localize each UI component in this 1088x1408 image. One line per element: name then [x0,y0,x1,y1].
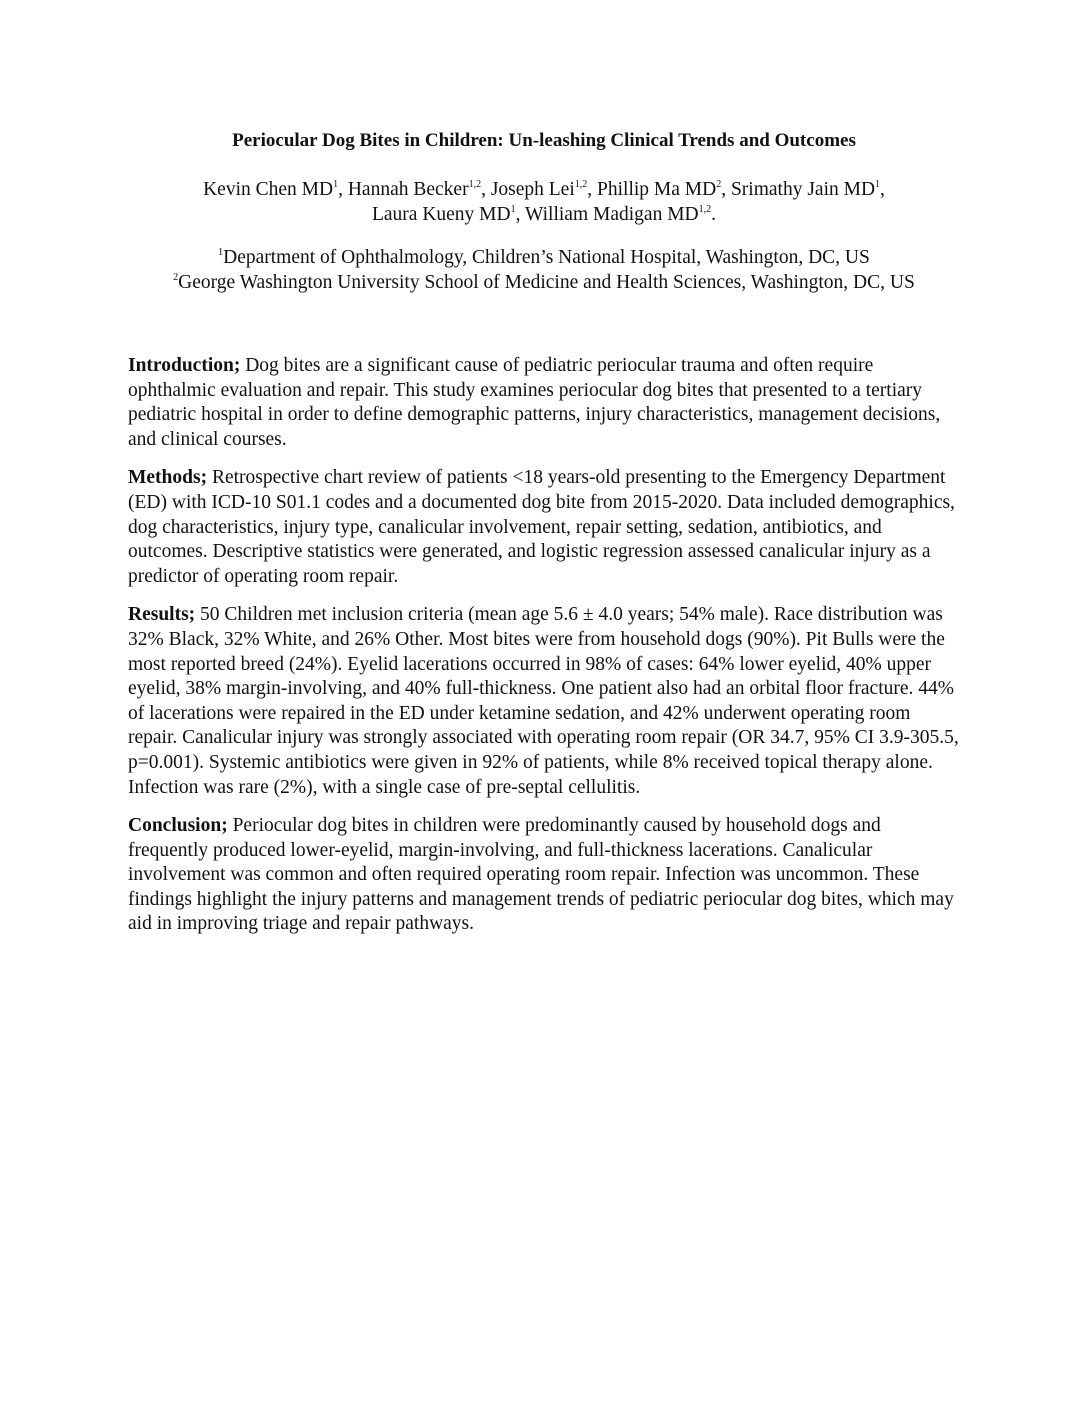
author: Srimathy Jain $MD^1$, [730,179,885,200]
author: Phillip Ma $MD^2$, [597,179,731,200]
author-affiliation-marker: 1 [333,179,339,190]
affiliation-text: George Washington University School of Medicine and Health Sciences, Washington, DC, US [178,272,915,293]
section-conclusion [128,814,960,937]
affiliation-number: 2 [173,272,179,283]
author: Joseph Lei$^{1,2}$, [490,179,598,200]
affiliation [60,270,1028,295]
affiliation-text: Department of Ophthalmology, Children’s National Hospital, Washington, DC, US [223,247,870,268]
section-heading: Conclusion; [128,815,228,837]
section-heading: Results; [128,604,196,626]
author: Hannah Becker$^{1,2}$, [347,179,491,200]
author-affiliation-marker: 1,2 [468,179,482,190]
author-affiliation-marker: 1 [510,204,516,215]
author-affiliation-marker: 1,2 [574,179,588,190]
author: Kevin Chen $MD^1$, [203,179,348,200]
abstract-body [128,354,960,951]
affiliation-list [60,245,1028,295]
affiliation-number: 1 [218,247,224,258]
author: William Madigan MD$^{1,2}$. [525,204,716,225]
section-methods [128,466,960,589]
section-text: Dog bites are a significant cause of pediatric periocular trauma and often require ophthalmic evaluation and repair. This study examines periocular dog bites that presented to a tertiary pediatric hospital in order to define demographic patterns, injury characteristics, management decisions, and clinical courses. [128,355,941,450]
author: Laura Kueny $MD^1$, [371,204,526,225]
section-text: Retrospective chart review of patients <18 years-old presenting to the Emergency Department (ED) with ICD-10 S01.1 codes and a documented dog bite from 2015-2020. Data included demographics, dog characteristics, injury type, canalicular involvement, repair setting, sedation, antibiotics, and outcomes. Descriptive statistics were generated, and logistic regression assessed canalicular injury as a predictor of operating room repair. [128,467,955,587]
section-results [128,603,960,800]
author-affiliation-marker: 1 [875,179,881,190]
section-text: Periocular dog bites in children were predominantly caused by household dogs and frequently produced lower-eyelid, margin-involving, and full-thickness lacerations. Canalicular involvement was common and often required operating room repair. Infection was uncommon. These findings highlight the injury patterns and management trends of pediatric periocular dog bites, which may aid in improving triage and repair pathways. [128,815,954,935]
section-heading: Methods; [128,467,208,489]
affiliation [60,245,1028,270]
section-text: 50 Children met inclusion criteria (mean age 5.6 ± 4.0 years; 54% male). Race distribution was 32% Black, 32% White, and 26% Other. Most bites were from household dogs (90%). Pit Bulls were the most reported breed (24%). Eyelid lacerations occurred in 98% of cases: 64% lower eyelid, 40% upper eyelid, 38% margin-involving, and 40% full-thickness. One patient also had an orbital floor fracture. 44% of lacerations were repaired in the ED under ketamine sedation, and 42% underwent operating room repair. Canalicular injury was strongly associated with operating room repair (OR 34.7, 95% CI 3.9-305.5, p=0.001). Systemic antibiotics were given in 92% of patients, while 8% received topical therapy alone. Infection was rare (2%), with a single case of pre-septal cellulitis. [128,604,959,798]
author-list [100,177,988,227]
author-affiliation-marker: 1,2 [698,204,712,215]
section-heading: Introduction; [128,355,241,376]
author-affiliation-marker: 2 [716,179,722,190]
section-introduction [128,354,960,452]
paper-title: Periocular Dog Bites in Children: Un-leashing Clinical Trends and Outcomes [232,130,856,151]
